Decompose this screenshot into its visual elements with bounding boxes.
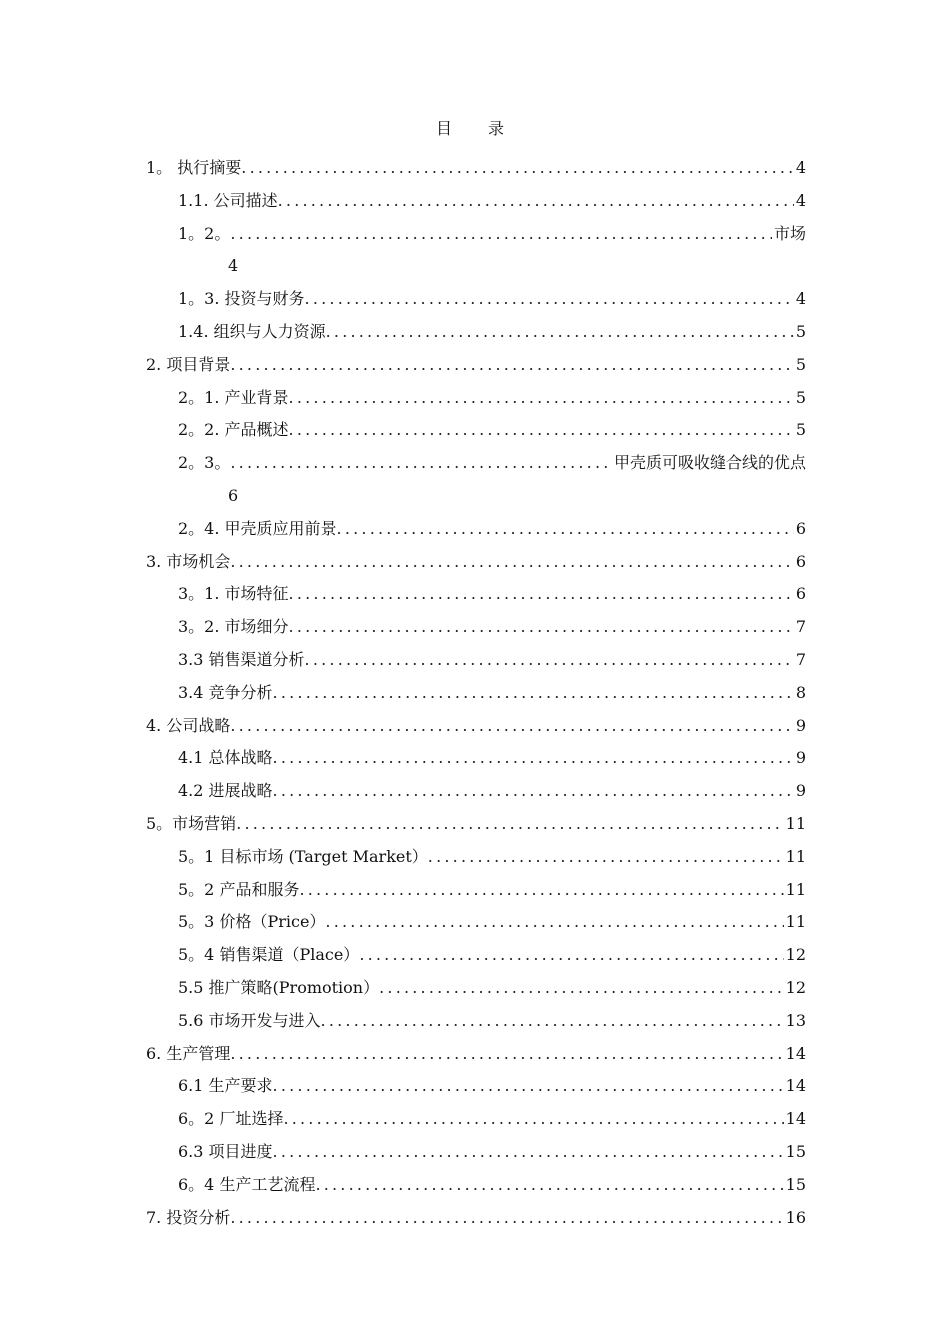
toc-entry-page: 6 (795, 584, 806, 604)
toc-dot-leader (241, 152, 794, 185)
toc-entry[interactable] (146, 644, 806, 677)
toc-entry[interactable] (146, 218, 806, 251)
toc-entry[interactable] (146, 447, 806, 480)
toc-entry-page: 14 (785, 1076, 806, 1096)
toc-entry-page-wrapped: 4 (228, 256, 239, 276)
toc-entry-label: 2。1. 产业背景 (178, 387, 289, 407)
toc-entry-label: 6。2 厂址选择 (178, 1109, 284, 1129)
toc-entry-page: 7 (795, 649, 806, 669)
toc-dot-leader (305, 644, 794, 677)
toc-dot-leader (278, 185, 794, 218)
toc-dot-leader (289, 611, 794, 644)
toc-entry-label: 3.3 销售渠道分析 (178, 649, 305, 669)
toc-entry-page: 11 (785, 879, 806, 899)
toc-dot-leader (283, 1103, 783, 1136)
toc-entry-label: 5。1 目标市场 (Target Market） (178, 846, 428, 866)
toc-entry-page: 12 (785, 977, 806, 997)
toc-entry-page: 5 (795, 420, 806, 440)
toc-entry-page: 7 (795, 617, 806, 637)
toc-entry[interactable] (146, 546, 806, 579)
toc-entry-label: 6.3 项目进度 (178, 1141, 273, 1161)
toc-entry[interactable] (146, 513, 806, 546)
toc-entry-label: 6. 生产管理 (146, 1043, 231, 1063)
toc-dot-leader (428, 841, 784, 874)
toc-entry-page: 11 (785, 813, 806, 833)
toc-entry-page: 4 (795, 190, 806, 210)
toc-entry-label: 3. 市场机会 (146, 551, 231, 571)
toc-entry[interactable] (146, 677, 806, 710)
toc-entry-page: 9 (795, 715, 806, 735)
toc-entry-page: 16 (785, 1207, 806, 1227)
toc-dot-leader (325, 906, 783, 939)
toc-entry[interactable] (146, 382, 806, 415)
toc-entry[interactable] (146, 316, 806, 349)
toc-dot-leader (315, 1169, 783, 1202)
toc-title: 目 录 (435, 119, 514, 138)
toc-entry[interactable] (146, 1136, 806, 1169)
toc-entry[interactable] (146, 152, 806, 185)
toc-entry-label: 3。2. 市场细分 (178, 617, 289, 637)
toc-dot-leader (289, 578, 794, 611)
toc-entry[interactable] (146, 808, 806, 841)
toc-entry[interactable] (146, 349, 806, 382)
toc-entry-page: 13 (785, 1010, 806, 1030)
toc-dot-leader (379, 972, 784, 1005)
toc-entry[interactable] (146, 578, 806, 611)
toc-entry-label: 5.5 推广策略(Promotion） (178, 977, 380, 997)
toc-entry-page: 甲壳质可吸收缝合线的优点 (613, 453, 806, 473)
toc-entry-page: 11 (785, 912, 806, 932)
toc-dot-leader (337, 513, 794, 546)
toc-entry[interactable] (146, 611, 806, 644)
toc-entry-label: 1.4. 组织与人力资源 (178, 321, 326, 341)
toc-dot-leader (230, 218, 772, 251)
toc-entry-page: 6 (795, 551, 806, 571)
toc-dot-leader (230, 447, 612, 480)
toc-entry-page: 12 (785, 945, 806, 965)
toc-entry-page-wrapped: 6 (228, 485, 239, 505)
toc-dot-leader (273, 1136, 784, 1169)
toc-entry[interactable] (146, 874, 806, 907)
toc-dot-leader (321, 1005, 784, 1038)
toc-dot-leader (273, 775, 794, 808)
toc-entry-label: 3.4 竞争分析 (178, 682, 273, 702)
toc-entry[interactable] (146, 1070, 806, 1103)
toc-entry-page: 9 (795, 748, 806, 768)
toc-dot-leader (326, 316, 794, 349)
toc-entry[interactable] (146, 1202, 806, 1235)
toc-entry-label: 3。1. 市场特征 (178, 584, 289, 604)
toc-entry-label: 5。市场营销 (146, 813, 237, 833)
toc-entry-label: 4. 公司战略 (146, 715, 231, 735)
toc-entry-page: 5 (795, 321, 806, 341)
toc-dot-leader (305, 283, 794, 316)
toc-entry-page: 14 (785, 1109, 806, 1129)
toc-dot-leader (273, 677, 794, 710)
toc-entry-label: 2. 项目背景 (146, 354, 231, 374)
toc-entry-page: 5 (795, 387, 806, 407)
toc-entry-page: 市场 (773, 223, 806, 243)
toc-entry-label: 1。3. 投资与财务 (178, 289, 305, 309)
toc-dot-leader (230, 1038, 783, 1071)
toc-dot-leader (230, 710, 793, 743)
toc-dot-leader (289, 414, 794, 447)
toc-entry[interactable] (146, 1038, 806, 1071)
toc-entry-label: 5。4 销售渠道（Place） (178, 945, 360, 965)
toc-entry-page: 4 (795, 158, 806, 177)
toc-entry-label: 2。4. 甲壳质应用前景 (178, 518, 337, 538)
toc-entry-page: 11 (785, 846, 806, 866)
toc-entry-page: 6 (795, 518, 806, 538)
toc-entry-label: 7. 投资分析 (146, 1207, 231, 1227)
toc-entry-page: 5 (795, 354, 806, 374)
toc-entry[interactable] (146, 906, 806, 939)
toc-entry[interactable] (146, 742, 806, 775)
toc-entry-page: 14 (785, 1043, 806, 1063)
toc-entry-label: 1。2。 (178, 223, 231, 243)
toc-entry-label: 5.6 市场开发与进入 (178, 1010, 321, 1030)
toc-entry-label: 4.1 总体战略 (178, 748, 273, 768)
toc-entry-label: 4.2 进展战略 (178, 781, 273, 801)
table-of-contents (146, 152, 806, 1234)
toc-entry-label: 6。4 生产工艺流程 (178, 1174, 316, 1194)
toc-entry[interactable] (146, 185, 806, 218)
toc-entry[interactable] (146, 1169, 806, 1202)
toc-entry-page: 4 (795, 289, 806, 309)
toc-entry[interactable] (146, 972, 806, 1005)
toc-entry-page: 15 (785, 1141, 806, 1161)
toc-dot-leader (230, 349, 793, 382)
toc-entry-page: 15 (785, 1174, 806, 1194)
toc-dot-leader (230, 546, 793, 579)
toc-entry-page: 9 (795, 781, 806, 801)
toc-entry[interactable] (146, 939, 806, 972)
toc-entry[interactable] (146, 775, 806, 808)
toc-entry-page: 8 (795, 682, 806, 702)
toc-entry[interactable] (146, 283, 806, 316)
toc-entry-label: 2。3。 (178, 453, 231, 473)
toc-dot-leader (359, 939, 783, 972)
toc-dot-leader (273, 1070, 784, 1103)
toc-entry-label: 1。 执行摘要 (146, 158, 242, 177)
toc-entry[interactable] (146, 1005, 806, 1038)
toc-dot-leader (236, 808, 783, 841)
toc-entry-label: 6.1 生产要求 (178, 1076, 273, 1096)
toc-dot-leader (230, 1202, 783, 1235)
toc-entry-label: 2。2. 产品概述 (178, 420, 289, 440)
toc-entry-label: 5。3 价格（Price） (178, 912, 326, 932)
toc-entry[interactable] (146, 841, 806, 874)
toc-dot-leader (289, 382, 794, 415)
toc-entry-label: 1.1. 公司描述 (178, 190, 278, 210)
toc-entry-label: 5。2 产品和服务 (178, 879, 300, 899)
toc-entry[interactable] (146, 710, 806, 743)
toc-entry[interactable] (146, 414, 806, 447)
toc-entry[interactable] (146, 1103, 806, 1136)
toc-dot-leader (273, 742, 794, 775)
toc-dot-leader (299, 874, 783, 907)
